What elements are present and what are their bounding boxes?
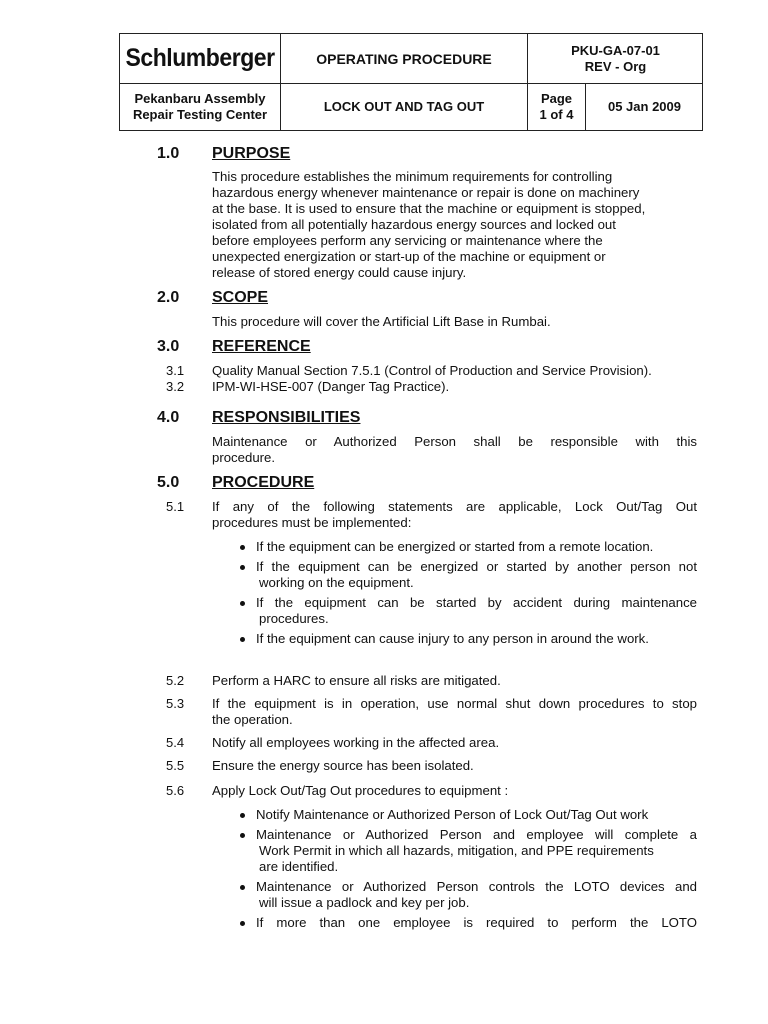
procedure-5-4-text: Notify all employees working in the affected area. <box>212 735 500 750</box>
subsection-number: 3.1 <box>166 363 185 378</box>
bullet-icon <box>240 921 245 926</box>
document-code-revision <box>528 34 703 83</box>
list-item: If more than one employee is required to perform the LOTO <box>256 915 697 930</box>
list-item: If the equipment can be energized or started by another person not working on the equipment. <box>256 559 697 590</box>
section-number: 4.0 <box>157 409 180 426</box>
reference-item: IPM-WI-HSE-007 (Danger Tag Practice). <box>212 379 450 394</box>
subsection-number: 5.2 <box>166 673 185 688</box>
bullet-icon <box>240 601 245 606</box>
reference-item: Quality Manual Section 7.5.1 (Control of Production and Service Provision). <box>212 363 652 378</box>
document-type: OPERATING PROCEDURE <box>316 50 492 67</box>
company-logo: Schlumberger <box>125 44 275 72</box>
subsection-number: 5.4 <box>166 735 185 750</box>
subsection-number: 3.2 <box>166 379 185 394</box>
procedure-5-2-text: Perform a HARC to ensure all risks are mitigated. <box>212 673 501 688</box>
location-cell <box>120 84 280 130</box>
subsection-number: 5.5 <box>166 758 185 773</box>
list-item: If the equipment can cause injury to any person in around the work. <box>256 631 649 646</box>
bullet-icon <box>240 813 245 818</box>
document-code: PKU-GA-07-01 <box>571 42 660 58</box>
section-title: REFERENCE <box>212 338 311 355</box>
subsection-number: 5.1 <box>166 499 185 514</box>
list-item: Maintenance or Authorized Person controls the LOTO devices and will issue a padlock and key per job. <box>256 879 697 910</box>
purpose-paragraph: This procedure establishes the minimum requirements for controlling hazardous energy whenever maintenance or repair is done on machinery at the base. It is used to ensure that the machine or equipment is stopped, isolated from all potentially hazardous energy sources and locked out before employees perform any servicing or maintenance where the unexpected energization or start-up of the machine or equipment or release of stored energy could cause injury. <box>212 169 646 280</box>
procedure-5-6-text: Apply Lock Out/Tag Out procedures to equipment : <box>212 783 509 798</box>
procedure-5-1-text: If any of the following statements are applicable, Lock Out/Tag Out procedures must be implemented: <box>212 499 697 530</box>
location-line1: Pekanbaru Assembly <box>134 91 266 106</box>
section-title: PURPOSE <box>212 145 291 162</box>
responsibilities-paragraph: Maintenance or Authorized Person shall be responsible with this procedure. <box>212 434 697 465</box>
section-number: 3.0 <box>157 338 180 355</box>
document-date: 05 Jan 2009 <box>607 99 681 114</box>
document-revision: REV - Org <box>584 58 647 74</box>
list-item: Notify Maintenance or Authorized Person of Lock Out/Tag Out work <box>256 807 649 822</box>
bullet-icon <box>240 637 245 642</box>
procedure-5-3-text: If the equipment is in operation, use normal shut down procedures to stop the operation. <box>212 696 697 727</box>
page-number-cell <box>528 84 585 130</box>
list-item: Maintenance or Authorized Person and employee will complete a Work Permit in which all hazards, mitigation, and PPE requirements are identified. <box>256 827 697 874</box>
document-title: LOCK OUT AND TAG OUT <box>323 99 485 114</box>
section-title: PROCEDURE <box>212 474 315 491</box>
scope-paragraph: This procedure will cover the Artificial Lift Base in Rumbai. <box>212 314 551 329</box>
section-title: SCOPE <box>212 289 269 306</box>
page-label: Page <box>540 91 573 106</box>
document-header-table <box>119 33 703 131</box>
page-count: 1 of 4 <box>539 107 574 122</box>
section-number: 1.0 <box>157 145 180 162</box>
bullet-icon <box>240 833 245 838</box>
location-line2: Repair Testing Center <box>132 107 268 122</box>
bullet-icon <box>240 545 245 550</box>
subsection-number: 5.6 <box>166 783 185 798</box>
section-number: 5.0 <box>157 474 180 491</box>
section-title: RESPONSIBILITIES <box>212 409 361 426</box>
procedure-5-5-text: Ensure the energy source has been isolated. <box>212 758 474 773</box>
list-item: If the equipment can be started by accident during maintenance procedures. <box>256 595 697 626</box>
section-number: 2.0 <box>157 289 180 306</box>
bullet-icon <box>240 885 245 890</box>
subsection-number: 5.3 <box>166 696 185 711</box>
bullet-icon <box>240 565 245 570</box>
list-item: If the equipment can be energized or started from a remote location. <box>256 539 654 554</box>
